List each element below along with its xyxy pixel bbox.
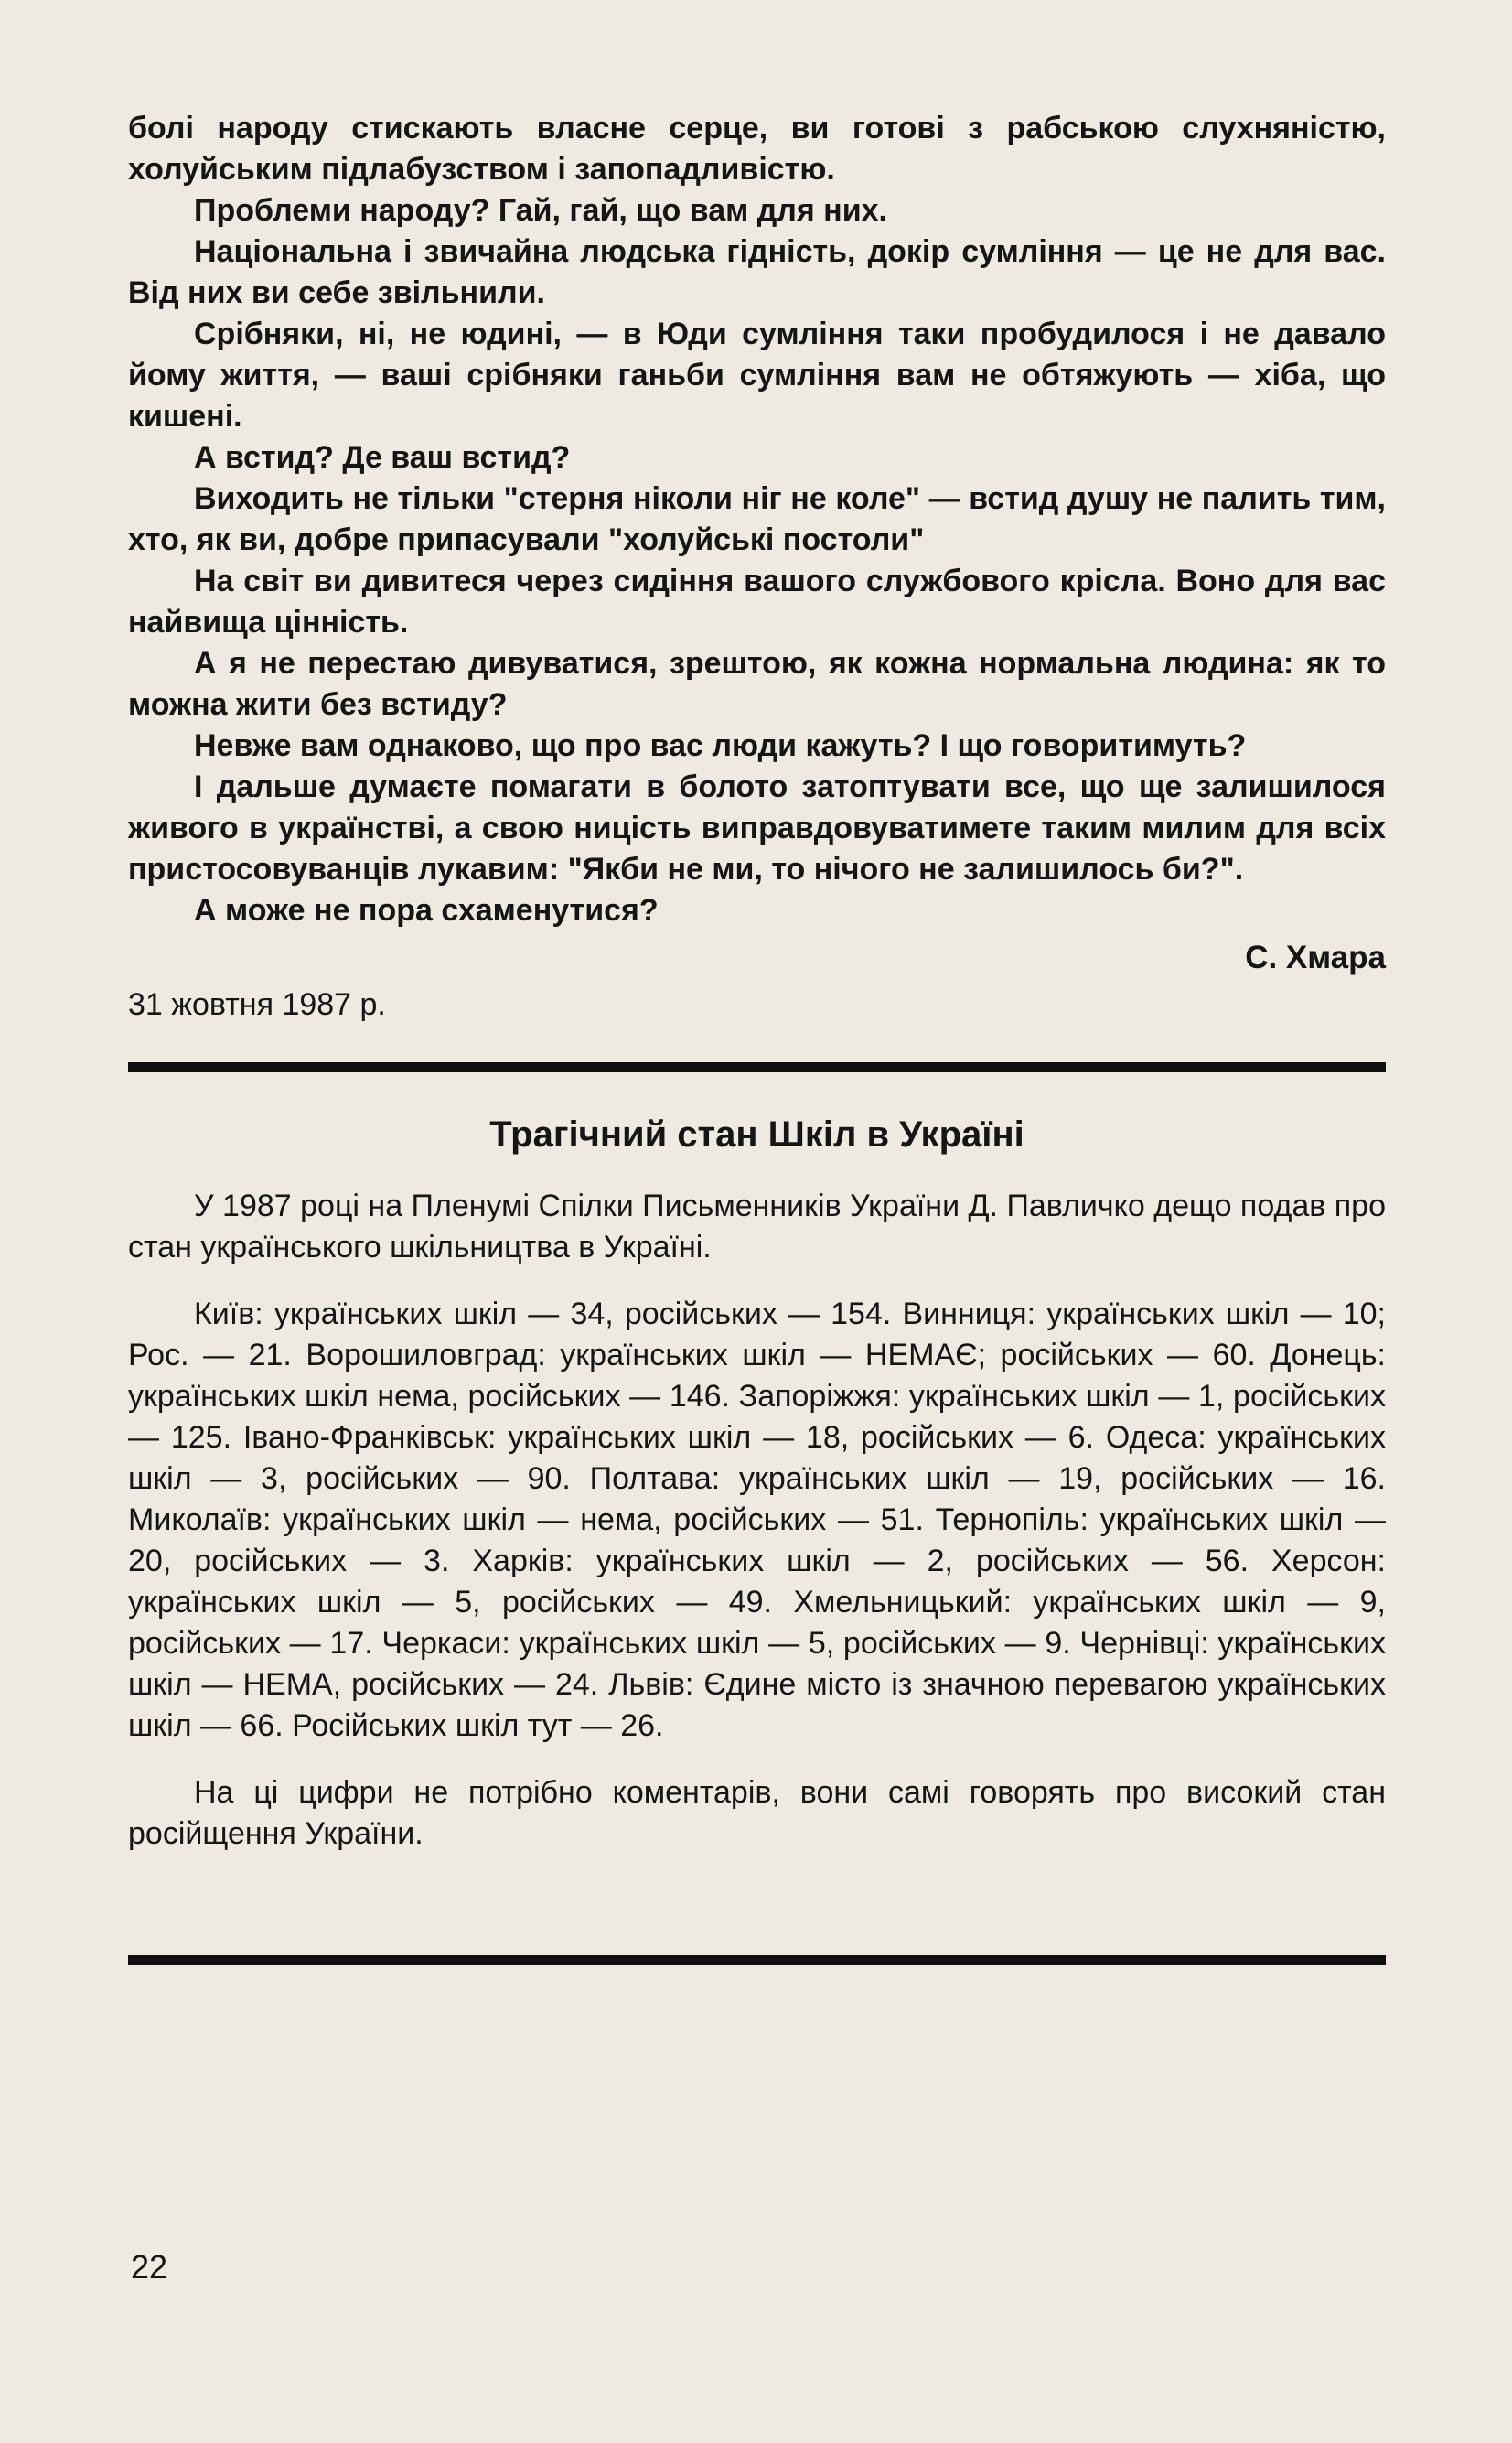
page-number: 22 [131,2248,168,2286]
letter-date: 31 жовтня 1987 р. [128,987,386,1022]
signature: С. Хмара [1245,940,1386,975]
paragraph-gap [128,1747,1386,1772]
document-page [128,108,1386,1965]
letter-paragraph-8: А я не перестаю дивуватися, зрештою, як кожна нормальна людина: як то можна жити без встиду? [128,646,1386,722]
letter-section [128,108,1386,1026]
article-paragraph-3: На ці цифри не потрібно коментарів, вони самі говорять про високий стан російщення України. [128,1775,1386,1851]
letter-paragraph-5: А встид? Де ваш встид? [194,440,571,475]
article-paragraph-1: У 1987 році на Пленумі Спілки Письменників України Д. Павличко дещо подав про стан українського шкільництва в Україні. [128,1189,1386,1265]
section-divider [128,1062,1386,1072]
bottom-divider [128,1955,1386,1965]
letter-paragraph-10: І дальше думаєте помагати в болото затоптувати все, що ще залишилося живого в українстві, а свою ницість виправдовуватимете таким милим для всіх пристосовуванців лукавим: "Якби не ми, то нічого не залишилось би?". [128,769,1386,887]
letter-paragraph-6: Виходить не тільки "стерня ніколи ніг не коле" — встид душу не палить тим, хто, як ви, добре припасували "холуйські постоли" [128,481,1386,557]
letter-paragraph-3: Національна і звичайна людська гідність, докір сумління — це не для вас. Від них ви себе звільнили. [128,234,1386,310]
letter-paragraph-7: На світ ви дивитеся через сидіння вашого службового крісла. Воно для вас найвища цінність. [128,564,1386,640]
article-title: Трагічний стан Шкіл в Україні [489,1114,1024,1155]
letter-paragraph-1: болі народу стискають власне серце, ви готові з рабською слухняністю, холуйським підлабузством і запопадливістю. [128,111,1386,187]
letter-paragraph-9: Невже вам однаково, що про вас люди кажуть? І що говоритимуть? [194,728,1247,763]
letter-paragraph-4: Срібняки, ні, не юдині, — в Юди сумління таки пробудилося і не давало йому життя, — ваші срібняки ганьби сумління вам не обтяжують — хіба, що кишені. [128,317,1386,434]
letter-paragraph-2: Проблеми народу? Гай, гай, що вам для них. [194,193,887,228]
letter-paragraph-11: А може не пора схаменутися? [194,893,659,928]
signature-row [128,937,1386,985]
article-paragraph-2: Київ: українських шкіл — 34, російських — 154. Винниця: українських шкіл — 10; Рос. — 21. Ворошиловград: українських шкіл — НЕМАЄ; російських — 60. Донець: українських шкіл нема, російських — 146. Запоріжжя: українських шкіл — 1, російських — 125. Івано-Франківськ: українських шкіл — 18, російських — 6. Одеса: українських шкіл — 3, російських — 90. Полтава: українських шкіл — 19, російських — 16. Миколаїв: українських шкіл — нема, російських — 51. Тернопіль: українських шкіл — 20, російських — 3. Харків: українських шкіл — 2, російських — 56. Херсон: українських шкіл — 5, російських — 49. Хмельницький: українських шкіл — 9, російських — 17. Черкаси: українських шкіл — 5, російських — 9. Чернівці: українських шкіл — НЕМА, російських — 24. Львів: Єдине місто із значною перевагою українських шкіл — 66. Російських шкіл тут — 26. [128,1297,1386,1743]
paragraph-gap [128,1268,1386,1294]
article-section [128,1111,1386,1855]
